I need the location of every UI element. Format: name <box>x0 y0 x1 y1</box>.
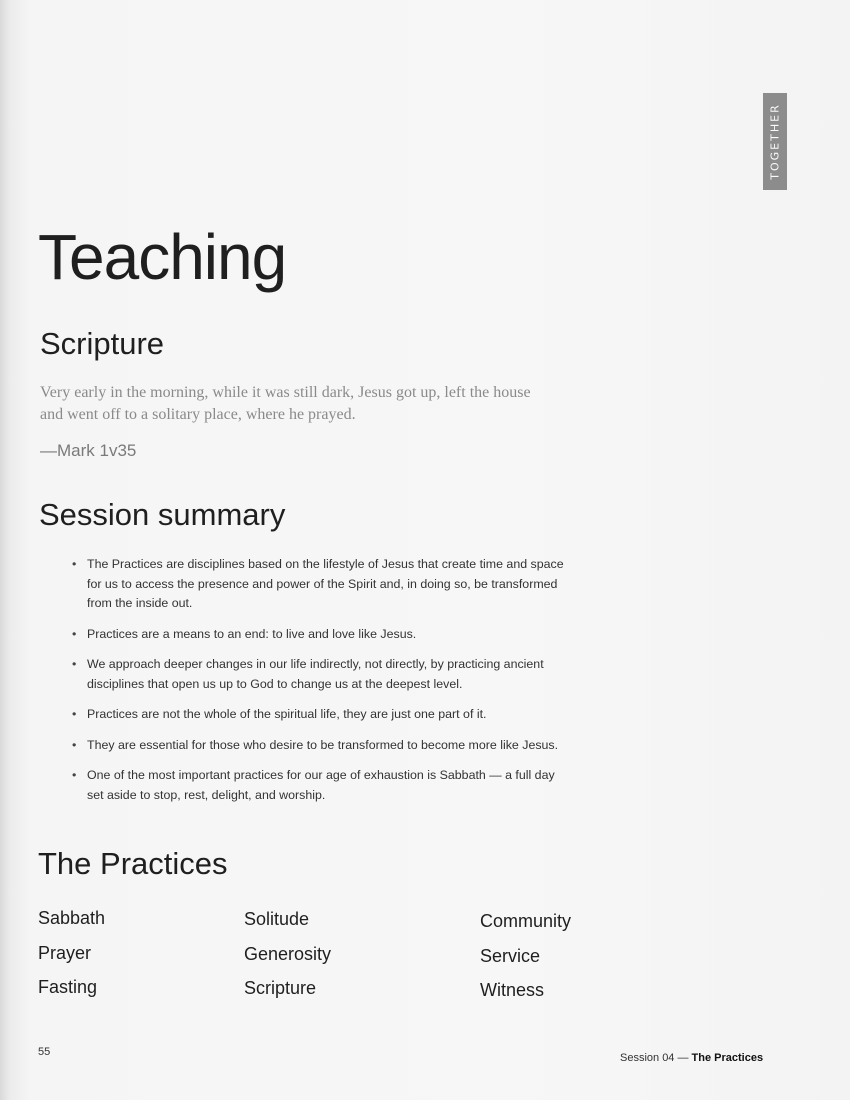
summary-bullet: • Practices are a means to an end: to live and love like Jesus. <box>72 625 572 645</box>
practice-item: Generosity <box>244 943 332 964</box>
running-footer <box>620 1052 763 1064</box>
footer-session: Session 04 — <box>620 1052 689 1064</box>
practices-heading: The Practices <box>38 846 228 881</box>
practices-column-3 <box>480 911 571 1015</box>
scripture-reference: —Mark 1v35 <box>40 441 137 460</box>
summary-heading: Session summary <box>39 497 286 532</box>
side-tab <box>763 93 787 190</box>
practice-item: Solitude <box>244 909 310 929</box>
scripture-heading: Scripture <box>40 326 165 361</box>
practice-item: Service <box>480 945 541 966</box>
summary-bullet: • They are essential for those who desire to be transformed to become more like Jesus. <box>72 736 572 756</box>
summary-bullet: • Practices are not the whole of the spiritual life, they are just one part of it. <box>72 705 572 725</box>
summary-bullet: • One of the most important practices for our age of exhaustion is Sabbath — a full day set aside to stop, rest, delight, and worship. <box>72 766 572 805</box>
scripture-verse <box>40 382 600 426</box>
practice-item: Fasting <box>38 977 98 997</box>
summary-bullet: • We approach deeper changes in our life indirectly, not directly, by practicing ancient disciplines that open us up to God to change us at the deepest level. <box>72 655 572 694</box>
practice-item: Community <box>480 911 572 931</box>
practice-item: Prayer <box>38 942 92 963</box>
page-title: Teaching <box>38 221 287 293</box>
verse-line-2: and went off to a solitary place, where he prayed. <box>40 406 356 423</box>
practices-column-1 <box>38 908 105 1012</box>
footer-session-title: The Practices <box>691 1052 764 1064</box>
summary-list <box>72 555 572 816</box>
practices-column-2 <box>244 909 331 1013</box>
page-number: 55 <box>38 1046 51 1058</box>
verse-line-1: Very early in the morning, while it was still dark, Jesus got up, left the house <box>40 384 531 401</box>
practice-item: Scripture <box>244 978 317 998</box>
practice-item: Sabbath <box>38 908 106 928</box>
side-tab-label: TOGETHER <box>768 103 782 180</box>
summary-bullet: • The Practices are disciplines based on the lifestyle of Jesus that create time and space for us to access the presence and power of the Spirit and, in doing so, be transformed from the inside out. <box>72 555 572 614</box>
practice-item: Witness <box>480 980 545 1000</box>
